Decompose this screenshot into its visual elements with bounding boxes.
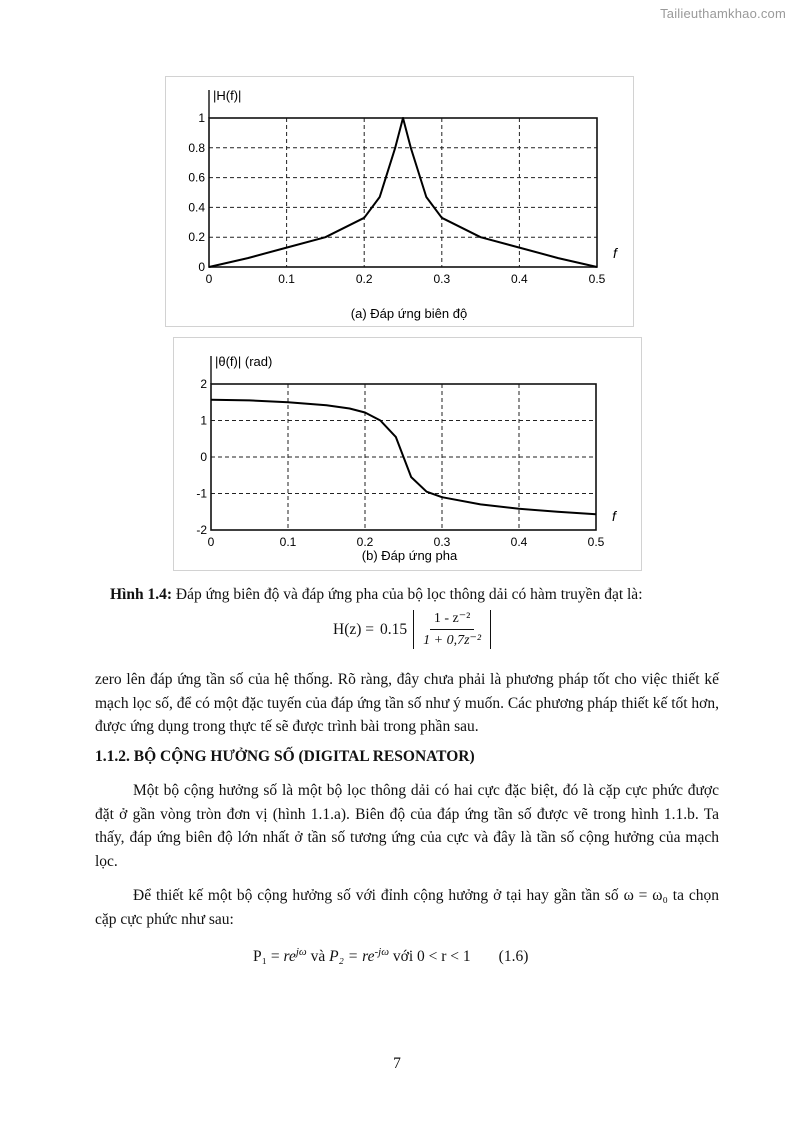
figure-phase (173, 337, 642, 571)
x-tick-label: 0 (205, 272, 213, 286)
eq-re2: re (362, 948, 375, 966)
page-number: 7 (393, 1055, 401, 1072)
y-tick-label: 0 (198, 260, 205, 274)
eq-cond: với 0 < r < 1 (389, 948, 471, 966)
paragraph-3 (95, 884, 719, 931)
phase-chart (174, 338, 641, 570)
x-tick-label: 0.4 (511, 272, 528, 286)
x-tick-label: 0.2 (356, 535, 374, 549)
y-axis-title: |θ(f)| (rad) (215, 354, 273, 369)
eq-number: (1.6) (498, 948, 529, 966)
caption-label: Hình 1.4: (110, 586, 173, 603)
series-line (209, 118, 597, 267)
formula-coef: 0.15 (380, 620, 408, 638)
x-tick-label: 0.5 (588, 272, 606, 286)
y-tick-label: 2 (200, 377, 207, 391)
x-tick-label: 0.5 (587, 535, 605, 549)
eq-exp2: -jω (374, 946, 389, 958)
watermark: Tailieuthamkhao.com (660, 6, 786, 21)
y-tick-label: 1 (198, 111, 205, 125)
x-tick-label: 0.1 (279, 535, 297, 549)
x-tick-label: 0.2 (355, 272, 373, 286)
x-axis-title: f (613, 245, 617, 261)
formula-lhs: H(z) = (333, 620, 375, 638)
y-axis-title: |H(f)| (213, 88, 242, 103)
y-tick-label: -1 (196, 486, 207, 501)
x-tick-label: 0.3 (433, 535, 451, 549)
figure-magnitude (165, 76, 634, 327)
eq-p1: P₁ = (253, 948, 284, 966)
chart-caption: (a) Đáp ứng biên độ (350, 306, 468, 321)
figure-caption (110, 585, 730, 605)
caption-text: Đáp ứng biên độ và đáp ứng pha của bộ lọc thông dải có hàm truyền đạt là: (172, 586, 643, 603)
x-tick-label: 0.1 (278, 272, 295, 286)
plot-frame (209, 118, 597, 267)
eq-p2: P₂ = (329, 948, 363, 966)
paragraph-2 (95, 779, 719, 873)
y-tick-label: 0.4 (188, 200, 205, 215)
paragraph-3-text: Để thiết kế một bộ cộng hưởng số với đỉnh cộng hưởng ở tại hay gần tần số ω = ω₀ ta chọn cặp cực phức như sau: (95, 887, 719, 928)
transfer-function (333, 610, 491, 649)
x-tick-label: 0.4 (510, 535, 528, 549)
formula-denominator: 1 + 0,7z⁻² (423, 633, 482, 648)
formula-fraction (413, 610, 491, 649)
paragraph-2-text: Một bộ cộng hưởng số là một bộ lọc thông dải có hai cực đặc biệt, đó là cặp cực phức được đặt ở gần vòng tròn đơn vị (hình 1.1.a). Biên độ của đáp ứng tần số được vẽ trong hình 1.1.b. Ta thấy, đáp ứng biên độ lớn nhất ở tần số tương ứng của cực và đây là tần số cộng hưởng của mạch lọc. (95, 782, 719, 870)
y-tick-label: 0.8 (188, 140, 205, 155)
y-tick-label: 0 (200, 450, 207, 464)
y-tick-label: 0.6 (188, 170, 205, 185)
section-heading: 1.1.2. BỘ CỘNG HƯỞNG SỐ (DIGITAL RESONATOR) (95, 748, 475, 765)
magnitude-chart (166, 77, 633, 326)
eq-re1: re (283, 948, 296, 966)
y-tick-label: -2 (196, 523, 207, 537)
eq-exp1: jω (295, 946, 307, 958)
eq-and: và (306, 948, 330, 966)
equation-1-6 (253, 943, 528, 966)
x-axis-title: f (612, 508, 616, 524)
x-tick-label: 0 (207, 535, 215, 549)
x-tick-label: 0.3 (433, 272, 451, 286)
formula-numerator: 1 - z⁻² (430, 610, 474, 630)
y-tick-label: 1 (200, 413, 207, 428)
y-tick-label: 0.2 (188, 230, 205, 245)
chart-caption: (b) Đáp ứng pha (361, 548, 458, 563)
paragraph-1: zero lên đáp ứng tần số của hệ thống. Rõ ràng, đây chưa phải là phương pháp tốt cho việc thiết kế mạch lọc số, để có một đặc tuyến của đáp ứng tần số như ý muốn. Các phương pháp thiết kế tốt hơn, được ứng dụng trong thực tế sẽ được trình bài trong phần sau. (95, 671, 720, 735)
